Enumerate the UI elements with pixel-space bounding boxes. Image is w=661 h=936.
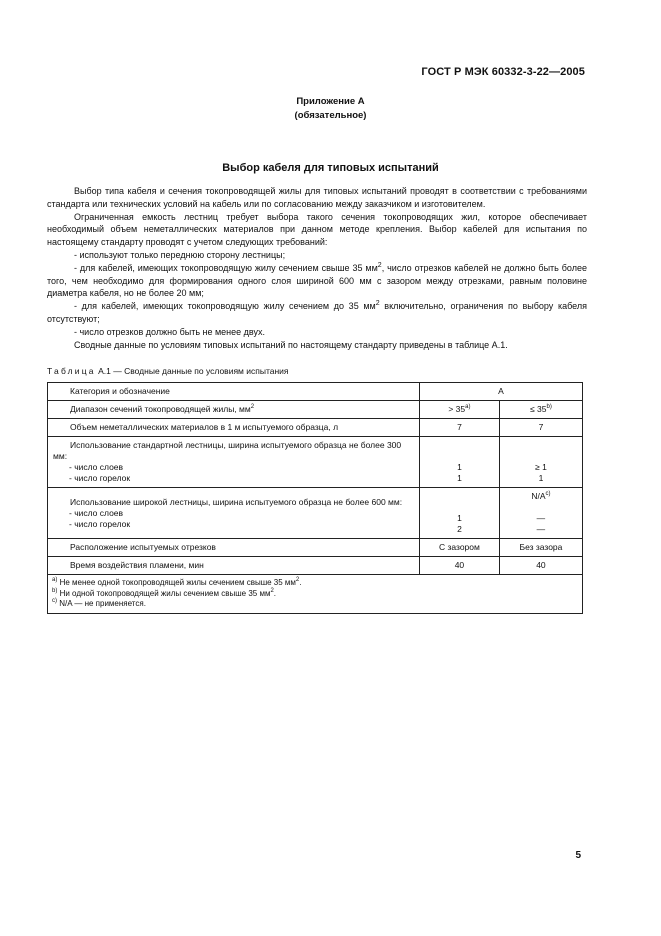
appendix-title: Приложение А — [296, 96, 365, 107]
table-row — [48, 383, 583, 401]
paragraph-1: Выбор типа кабеля и сечения токопроводящей жилы для типовых испытаний проводят в соответствии с требованиями стандарта или технических условий на кабель или по согласованию между заказчиком и изготовителем. — [47, 186, 587, 209]
page-number: 5 — [575, 850, 581, 861]
table-cell: Диапазон сечений токопроводящей жилы, $мм^2$ — [48, 401, 420, 419]
table-cell: Расположение испытуемых отрезков — [48, 539, 420, 557]
footnote-c: $^{c)}$ N/A — не применяется. — [52, 598, 146, 608]
table-cell: 40 — [420, 557, 500, 575]
footnote-b: $^{b)}$ Ни одной токопроводящей жилы сечением свыше 35 $мм^2$. — [52, 587, 277, 598]
table-cell: Время воздействия пламени, мин — [48, 557, 420, 575]
table-cell: Объем неметаллических материалов в 1 м испытуемого образца, л — [48, 419, 420, 437]
paragraph-2: Ограниченная емкость лестниц требует выбора такого сечения токопроводящих жил, которое обеспечивает необходимый объем неметаллических материалов при данном методе крепления. Выбор кабелей для испытания по настоящему стандарту проводят с учетом следующих требований: — [47, 211, 587, 248]
standard-header: ГОСТ Р МЭК 60332-3-22—2005 — [421, 66, 585, 78]
paragraph-3: Сводные данные по условиям типовых испытаний по настоящему стандарту приведены в таблице А.1. — [74, 339, 508, 350]
table-cell: $N/A^{c)}$ — — — [499, 488, 582, 539]
bullet-3: - для кабелей, имеющих токопроводящую жилу сечением до 35 $мм^2$ включительно, ограничения по выбору кабеля отсутствуют; — [47, 300, 587, 324]
appendix-subtitle: (обязательное) — [294, 110, 367, 121]
table-footnotes-row — [48, 575, 583, 614]
table-cell: 7 — [499, 419, 582, 437]
conditions-table — [47, 382, 583, 614]
bullet-1: - используют только переднюю сторону лестницы; — [74, 249, 286, 260]
table-cell: Без зазора — [499, 539, 582, 557]
table-cell: ≤ $35^{b)}$ — [499, 401, 582, 419]
body-text — [47, 185, 587, 351]
table-cell: С зазором — [420, 539, 500, 557]
table-cell: > $35^{а)}$ — [420, 401, 500, 419]
table-cell: Категория и обозначение — [48, 383, 420, 401]
table-cell: 40 — [499, 557, 582, 575]
bullet-2: - для кабелей, имеющих токопроводящую жилу сечением свыше 35 $мм^2$, число отрезков кабелей не должно быть более того, чем необходимо для формирования одного слоя шириной 600 мм с зазором между отрезками, равным половине диаметра кабеля, но не более 20 мм; — [47, 261, 587, 299]
table-footnotes — [48, 575, 583, 614]
table-row — [48, 488, 583, 539]
table-row — [48, 539, 583, 557]
table-caption: Таблица А.1 — Сводные данные по условиям испытания — [47, 366, 289, 376]
table-row — [48, 419, 583, 437]
table-cell: Использование стандартной лестницы, ширина испытуемого образца не более 300 мм: - число слоев - число горелок — [48, 437, 420, 488]
section-title: Выбор кабеля для типовых испытаний — [222, 162, 439, 174]
table-row — [48, 437, 583, 488]
table-cell: Использование широкой лестницы, ширина испытуемого образца не более 600 мм: - число слоев - число горелок — [48, 488, 420, 539]
footnote-a: $^{а)}$ Не менее одной токопроводящей жилы сечением свыше 35 $мм^2$. — [52, 577, 302, 587]
table-row — [48, 557, 583, 575]
table-row — [48, 401, 583, 419]
bullet-4: - число отрезков должно быть не менее двух. — [74, 326, 265, 337]
table-cell: 7 — [420, 419, 500, 437]
table-cell: 1 2 — [420, 488, 500, 539]
table-cell: 1 1 — [420, 437, 500, 488]
table-cell: А — [420, 383, 583, 401]
table-cell: ≥ 1 1 — [499, 437, 582, 488]
